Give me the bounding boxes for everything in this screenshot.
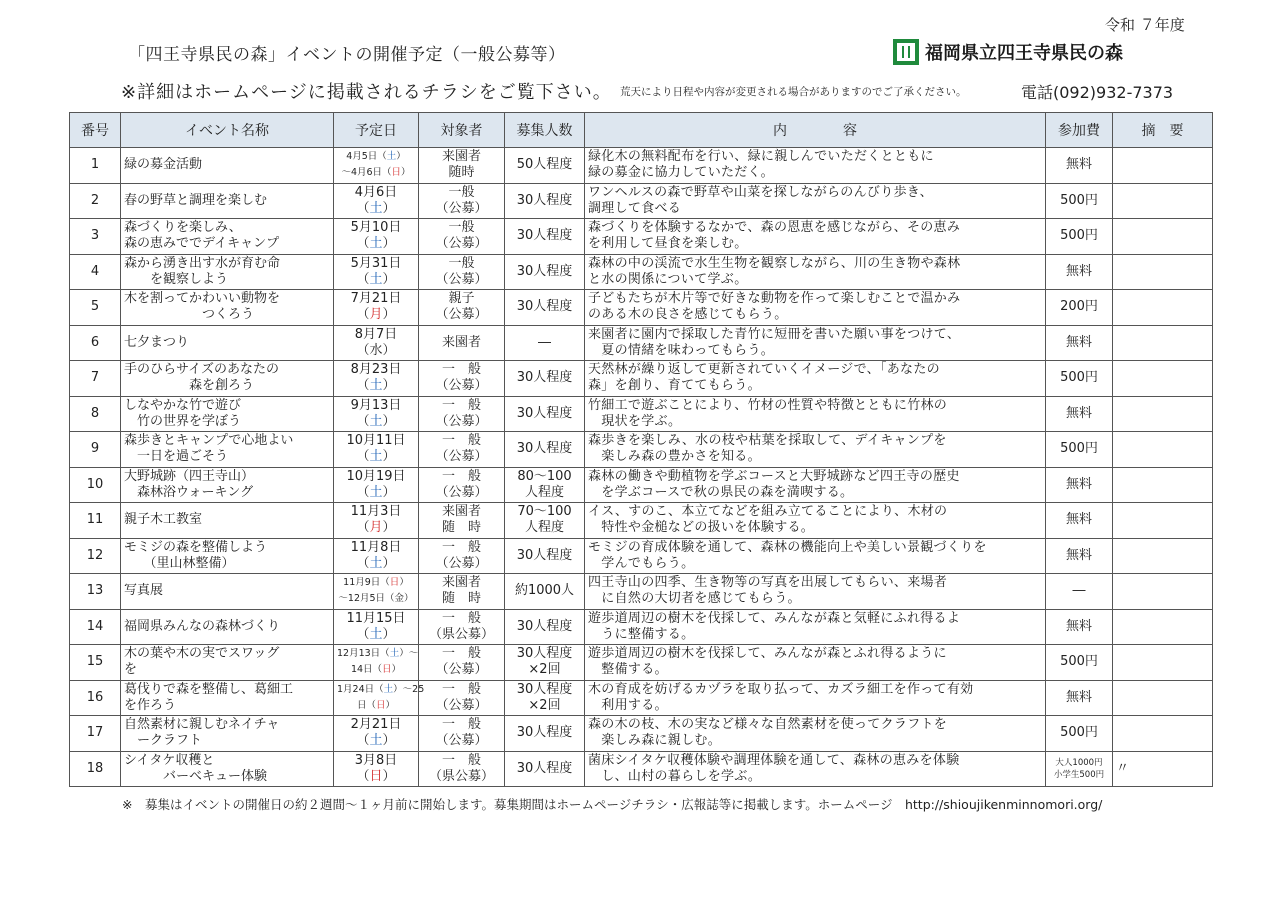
row-number: 1 xyxy=(70,148,121,184)
table-row xyxy=(70,432,1213,468)
event-capacity: 30人程度 xyxy=(505,290,585,326)
table-row xyxy=(70,148,1213,184)
event-capacity: 30人程度 xyxy=(505,751,585,787)
header-number: 番号 xyxy=(70,113,121,148)
table-row xyxy=(70,716,1213,752)
event-capacity: 50人程度 xyxy=(505,148,585,184)
header-date: 予定日 xyxy=(334,113,419,148)
event-date: 5月31日 （土） xyxy=(334,254,419,290)
event-name: 親子木工教室 xyxy=(121,503,334,539)
event-capacity: 30人程度 xyxy=(505,396,585,432)
change-note: 荒天により日程や内容が変更される場合がありますのでご了承ください。 xyxy=(620,86,967,98)
event-remarks xyxy=(1113,467,1213,503)
event-target: 来園者 随時 xyxy=(419,148,505,184)
event-name: シイタケ収穫と バーベキュー体験 xyxy=(121,751,334,787)
event-name: 自然素材に親しむネイチャ ークラフト xyxy=(121,716,334,752)
event-remarks xyxy=(1113,254,1213,290)
event-date: 2月21日 （土） xyxy=(334,716,419,752)
header-event-name: イベント名称 xyxy=(121,113,334,148)
event-content: 竹細工で遊ぶことにより、竹材の性質や特徴とともに竹林の 現状を学ぶ。 xyxy=(585,396,1046,432)
event-name: 春の野草と調理を楽しむ xyxy=(121,183,334,219)
event-capacity: ― xyxy=(505,325,585,361)
event-remarks xyxy=(1113,290,1213,326)
event-date: 1月24日（土）～25 日（日） xyxy=(334,680,419,716)
event-target: 一 般 （公募） xyxy=(419,396,505,432)
event-remarks xyxy=(1113,645,1213,681)
forest-logo-icon xyxy=(893,39,919,65)
row-number: 18 xyxy=(70,751,121,787)
event-content: 森林の働きや動植物を学ぶコースと大野城跡など四王寺の歴史 を学ぶコースで秋の県民の森を満喫する。 xyxy=(585,467,1046,503)
event-target: 来園者 随 時 xyxy=(419,574,505,610)
event-target: 一 般 （公募） xyxy=(419,432,505,468)
event-fee: 無料 xyxy=(1046,680,1113,716)
event-remarks xyxy=(1113,574,1213,610)
table-row xyxy=(70,290,1213,326)
event-fee: 500円 xyxy=(1046,361,1113,397)
table-row xyxy=(70,680,1213,716)
table-row xyxy=(70,183,1213,219)
event-capacity: 約1000人 xyxy=(505,574,585,610)
footer-note: ※ 募集はイベントの開催日の約２週間～１ヶ月前に開始します。募集期間はホームページチラシ・広報誌等に掲載します。ホームページ http://shioujikenminnomori.org/ xyxy=(122,797,1103,812)
event-fee: 無料 xyxy=(1046,325,1113,361)
event-name: 緑の募金活動 xyxy=(121,148,334,184)
organization-name: 福岡県立四王寺県民の森 xyxy=(925,43,1123,64)
event-remarks: 〃 xyxy=(1113,751,1213,787)
row-number: 15 xyxy=(70,645,121,681)
table-row xyxy=(70,609,1213,645)
row-number: 10 xyxy=(70,467,121,503)
event-target: 一 般 （公募） xyxy=(419,716,505,752)
phone-number: 電話(092)932-7373 xyxy=(1021,83,1174,102)
event-fee: 無料 xyxy=(1046,538,1113,574)
row-number: 16 xyxy=(70,680,121,716)
event-capacity: 70～100 人程度 xyxy=(505,503,585,539)
row-number: 14 xyxy=(70,609,121,645)
event-content: 四王寺山の四季、生き物等の写真を出展してもらい、来場者 に自然の大切者を感じてもらう。 xyxy=(585,574,1046,610)
event-remarks xyxy=(1113,183,1213,219)
event-name: 大野城跡（四王寺山） 森林浴ウォーキング xyxy=(121,467,334,503)
event-name: 森づくりを楽しみ、 森の恵みででデイキャンプ xyxy=(121,219,334,255)
event-target: 一 般 （県公募） xyxy=(419,609,505,645)
event-schedule-table xyxy=(69,112,1213,787)
event-capacity: 30人程度 xyxy=(505,183,585,219)
event-remarks xyxy=(1113,219,1213,255)
header-remarks: 摘 要 xyxy=(1113,113,1213,148)
event-fee: 大人1000円 小学生500円 xyxy=(1046,751,1113,787)
table-row xyxy=(70,361,1213,397)
event-name: 福岡県みんなの森林づくり xyxy=(121,609,334,645)
event-date: 3月8日 （日） xyxy=(334,751,419,787)
table-row xyxy=(70,325,1213,361)
row-number: 9 xyxy=(70,432,121,468)
event-date: 11月9日（日） ～12月5日（金） xyxy=(334,574,419,610)
table-row xyxy=(70,396,1213,432)
event-name: 手のひらサイズのあなたの 森を創ろう xyxy=(121,361,334,397)
row-number: 4 xyxy=(70,254,121,290)
table-row xyxy=(70,503,1213,539)
row-number: 6 xyxy=(70,325,121,361)
event-name: 葛伐りで森を整備し、葛細工 を作ろう xyxy=(121,680,334,716)
row-number: 11 xyxy=(70,503,121,539)
event-capacity: 30人程度 xyxy=(505,432,585,468)
event-content: 来園者に園内で採取した青竹に短冊を書いた願い事をつけて、 夏の情緒を味わってもらう。 xyxy=(585,325,1046,361)
event-content: 緑化木の無料配布を行い、緑に親しんでいただくとともに 緑の募金に協力していただく。 xyxy=(585,148,1046,184)
event-date: 4月6日 （土） xyxy=(334,183,419,219)
event-target: 一 般 （公募） xyxy=(419,361,505,397)
row-number: 17 xyxy=(70,716,121,752)
event-remarks xyxy=(1113,680,1213,716)
event-fee: 500円 xyxy=(1046,645,1113,681)
event-fee: 200円 xyxy=(1046,290,1113,326)
event-content: ワンヘルスの森で野草や山菜を探しながらのんびり歩き、 調理して食べる xyxy=(585,183,1046,219)
event-target: 一 般 （公募） xyxy=(419,645,505,681)
table-row xyxy=(70,219,1213,255)
table-header-row xyxy=(70,113,1213,148)
event-name: 森歩きとキャンプで心地よい 一日を過ごそう xyxy=(121,432,334,468)
event-capacity: 30人程度 xyxy=(505,609,585,645)
event-capacity: 30人程度 xyxy=(505,716,585,752)
event-capacity: 30人程度 xyxy=(505,361,585,397)
row-number: 13 xyxy=(70,574,121,610)
event-target: 一 般 （公募） xyxy=(419,680,505,716)
event-target: 来園者 随 時 xyxy=(419,503,505,539)
header-fee: 参加費 xyxy=(1046,113,1113,148)
event-name: 七夕まつり xyxy=(121,325,334,361)
event-content: 森の木の枝、木の実など様々な自然素材を使ってクラフトを 楽しみ森に親しむ。 xyxy=(585,716,1046,752)
row-number: 12 xyxy=(70,538,121,574)
event-name: 木を割ってかわいい動物を つくろう xyxy=(121,290,334,326)
event-date: 11月15日 （土） xyxy=(334,609,419,645)
event-date: 9月13日 （土） xyxy=(334,396,419,432)
event-fee: 500円 xyxy=(1046,432,1113,468)
event-content: 子どもたちが木片等で好きな動物を作って楽しむことで温かみ のある木の良さを感じてもらう。 xyxy=(585,290,1046,326)
event-capacity: 30人程度 xyxy=(505,219,585,255)
event-capacity: 30人程度 ×2回 xyxy=(505,680,585,716)
event-content: モミジの育成体験を通して、森林の機能向上や美しい景観づくりを 学んでもらう。 xyxy=(585,538,1046,574)
table-row xyxy=(70,467,1213,503)
table-row xyxy=(70,574,1213,610)
event-target: 親子 （公募） xyxy=(419,290,505,326)
event-target: 一般 （公募） xyxy=(419,254,505,290)
header-capacity: 募集人数 xyxy=(505,113,585,148)
row-number: 3 xyxy=(70,219,121,255)
header-target: 対象者 xyxy=(419,113,505,148)
event-remarks xyxy=(1113,148,1213,184)
event-remarks xyxy=(1113,538,1213,574)
header-content: 内 容 xyxy=(585,113,1046,148)
event-content: 森づくりを体験するなかで、森の恩恵を感じながら、その恵み を利用して昼食を楽しむ。 xyxy=(585,219,1046,255)
event-fee: 500円 xyxy=(1046,183,1113,219)
event-name: 木の葉や木の実でスワッグ を xyxy=(121,645,334,681)
event-date: 10月19日 （土） xyxy=(334,467,419,503)
event-content: 天然林が繰り返して更新されていくイメージで、「あなたの 森」を創り、育ててもらう。 xyxy=(585,361,1046,397)
event-fee: 無料 xyxy=(1046,254,1113,290)
row-number: 8 xyxy=(70,396,121,432)
event-fee: 無料 xyxy=(1046,148,1113,184)
event-date: 12月13日（土）～ 14日（日） xyxy=(334,645,419,681)
event-capacity: 80～100 人程度 xyxy=(505,467,585,503)
event-name: モミジの森を整備しよう （里山林整備） xyxy=(121,538,334,574)
event-fee: 無料 xyxy=(1046,503,1113,539)
event-date: 8月7日 （水） xyxy=(334,325,419,361)
organization-logo xyxy=(893,39,1123,65)
event-date: 7月21日 （月） xyxy=(334,290,419,326)
event-date: 11月3日 （月） xyxy=(334,503,419,539)
event-target: 一般 （公募） xyxy=(419,219,505,255)
event-capacity: 30人程度 xyxy=(505,254,585,290)
event-remarks xyxy=(1113,609,1213,645)
event-remarks xyxy=(1113,503,1213,539)
event-target: 一 般 （公募） xyxy=(419,467,505,503)
event-content: 遊歩道周辺の樹木を伐採して、みんなが森とふれ得るように 整備する。 xyxy=(585,645,1046,681)
event-fee: 無料 xyxy=(1046,396,1113,432)
event-content: 遊歩道周辺の樹木を伐採して、みんなが森と気軽にふれ得るよ うに整備する。 xyxy=(585,609,1046,645)
event-capacity: 30人程度 xyxy=(505,538,585,574)
row-number: 2 xyxy=(70,183,121,219)
event-date: 11月8日 （土） xyxy=(334,538,419,574)
event-fee: 500円 xyxy=(1046,716,1113,752)
event-target: 一 般 （県公募） xyxy=(419,751,505,787)
table-row xyxy=(70,751,1213,787)
event-remarks xyxy=(1113,432,1213,468)
event-date: 4月5日（土） ～4月6日（日） xyxy=(334,148,419,184)
event-name: 写真展 xyxy=(121,574,334,610)
event-remarks xyxy=(1113,361,1213,397)
event-content: 森歩きを楽しみ、水の枝や枯葉を採取して、デイキャンプを 楽しみ森の豊かさを知る。 xyxy=(585,432,1046,468)
event-fee: 無料 xyxy=(1046,609,1113,645)
event-fee: ― xyxy=(1046,574,1113,610)
event-date: 5月10日 （土） xyxy=(334,219,419,255)
event-date: 8月23日 （土） xyxy=(334,361,419,397)
event-fee: 500円 xyxy=(1046,219,1113,255)
page-title: 「四王寺県民の森」イベントの開催予定（一般公募等） xyxy=(128,45,566,65)
details-notice: ※詳細はホームページに掲載されるチラシをご覧下さい。 xyxy=(121,82,612,103)
event-name: 森から湧き出す水が育む命 を観察しよう xyxy=(121,254,334,290)
row-number: 7 xyxy=(70,361,121,397)
event-content: イス、すのこ、本立てなどを組み立てることにより、木材の 特性や金槌などの扱いを体験する。 xyxy=(585,503,1046,539)
event-remarks xyxy=(1113,325,1213,361)
event-fee: 無料 xyxy=(1046,467,1113,503)
table-row xyxy=(70,645,1213,681)
event-target: 一般 （公募） xyxy=(419,183,505,219)
event-remarks xyxy=(1113,396,1213,432)
event-content: 木の育成を妨げるカヅラを取り払って、カズラ細工を作って有効 利用する。 xyxy=(585,680,1046,716)
fiscal-year: 令和 ７年度 xyxy=(1105,16,1185,34)
event-capacity: 30人程度 ×2回 xyxy=(505,645,585,681)
event-name: しなやかな竹で遊び 竹の世界を学ぼう xyxy=(121,396,334,432)
row-number: 5 xyxy=(70,290,121,326)
event-date: 10月11日 （土） xyxy=(334,432,419,468)
event-content: 森林の中の渓流で水生生物を観察しながら、川の生き物や森林 と水の関係について学ぶ。 xyxy=(585,254,1046,290)
event-target: 一 般 （公募） xyxy=(419,538,505,574)
event-remarks xyxy=(1113,716,1213,752)
table-row xyxy=(70,538,1213,574)
table-row xyxy=(70,254,1213,290)
event-target: 来園者 xyxy=(419,325,505,361)
event-content: 菌床シイタケ収穫体験や調理体験を通して、森林の恵みを体験 し、山村の暮らしを学ぶ。 xyxy=(585,751,1046,787)
